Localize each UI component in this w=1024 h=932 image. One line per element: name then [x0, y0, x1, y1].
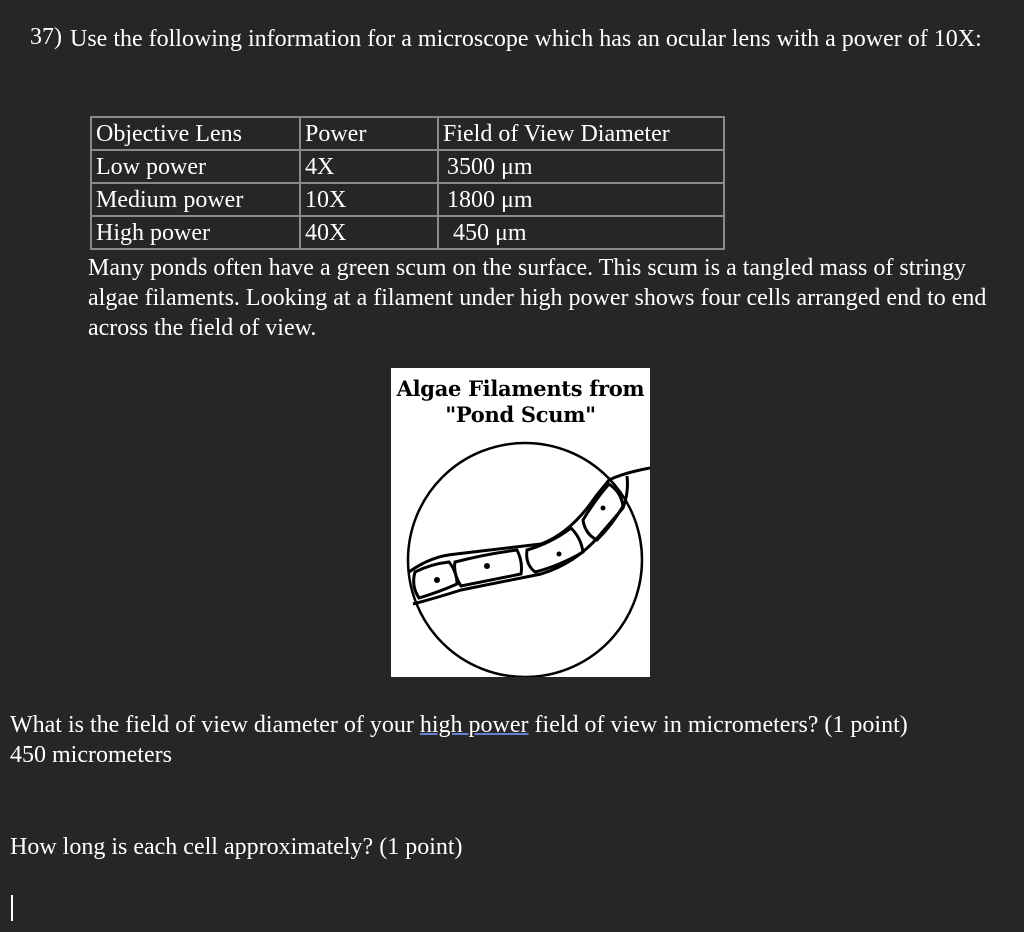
table-cell: Low power — [91, 150, 300, 183]
table-cell: 450 μm — [438, 216, 724, 249]
algae-figure — [391, 368, 650, 677]
table-row — [91, 216, 724, 249]
part2-question: How long is each cell approximately? (1 point) — [10, 834, 463, 860]
table-cell: 4X — [300, 150, 438, 183]
table-cell: 10X — [300, 183, 438, 216]
table-cell: High power — [91, 216, 300, 249]
table-cell: Medium power — [91, 183, 300, 216]
question-text: Use the following information for a microscope which has an ocular lens with a power of 10X: — [70, 26, 982, 52]
scenario-text: Many ponds often have a green scum on the surface. This scum is a tangled mass of stringy algae filaments. Looking at a filament under high power shows four cells arranged end to end across the field of view. — [88, 255, 987, 341]
table-cell: 40X — [300, 216, 438, 249]
part1-answer[interactable]: 450 micrometers — [10, 742, 172, 768]
table-row — [91, 150, 724, 183]
table-header-cell: Power — [300, 117, 438, 150]
table-row — [91, 183, 724, 216]
figure-caption — [391, 376, 650, 428]
table-header-cell: Field of View Diameter — [438, 117, 724, 150]
part1-question-text-end: field of view in micrometers? (1 point) — [528, 712, 908, 738]
figure-caption-line: Algae Filaments from — [396, 376, 645, 401]
objective-lens-table — [90, 116, 725, 250]
high-power-link[interactable]: high power — [419, 712, 529, 738]
figure-caption-line: "Pond Scum" — [445, 402, 596, 427]
table-header-cell: Objective Lens — [91, 117, 300, 150]
answer-text-cursor[interactable] — [11, 895, 13, 921]
part1-question-text: What is the field of view diameter of your — [10, 712, 420, 738]
table-header-row — [91, 117, 724, 150]
part1-question — [10, 710, 1010, 740]
question-number: 37) — [30, 24, 62, 50]
table-cell: 3500 μm — [438, 150, 724, 183]
table-cell: 1800 μm — [438, 183, 724, 216]
